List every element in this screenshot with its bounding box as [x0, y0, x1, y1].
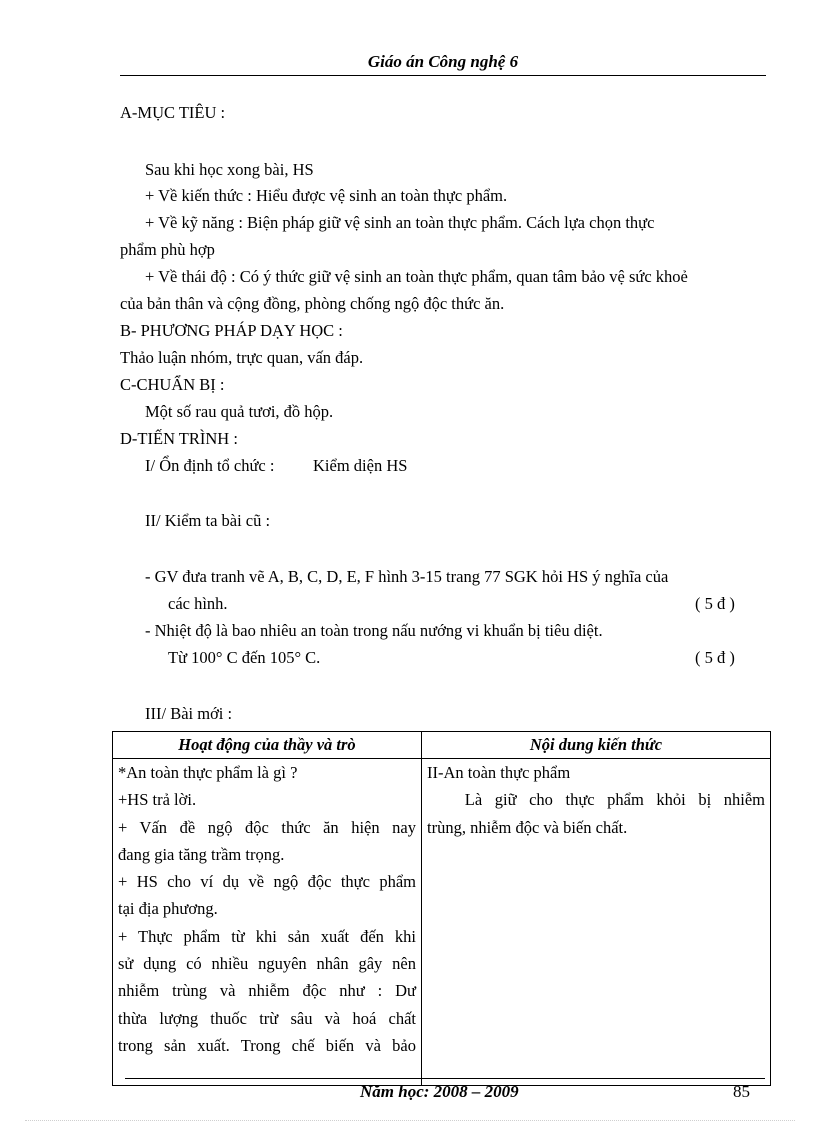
- step1-label: I/ Ổn định tổ chức :: [145, 456, 275, 475]
- activity-line: sử dụng có nhiều nguyên nhân gây nên: [118, 954, 416, 974]
- question2-line1: - Nhiệt độ là bao nhiêu an toàn trong nấu nướng vi khuẩn bị tiêu diệt.: [145, 621, 603, 640]
- header-title: Giáo án Công nghệ 6: [367, 52, 519, 71]
- activity-line: + Vấn đề ngộ độc thức ăn hiện nay: [118, 817, 416, 837]
- section-a-attitude-line1: + Về thái độ : Có ý thức giữ vệ sinh an toàn thực phẩm, quan tâm bảo vệ sức khoẻ: [145, 267, 688, 286]
- activity-line: đang gia tăng trầm trọng.: [118, 844, 285, 864]
- section-a-attitude-line2: của bản thân và cộng đồng, phòng chống ngộ độc thức ăn.: [120, 294, 505, 313]
- content-cell: [422, 759, 771, 1086]
- content-line: II-An toàn thực phẩm: [427, 763, 571, 782]
- section-b-text: Thảo luận nhóm, trực quan, vấn đáp.: [120, 348, 364, 367]
- content-line: Là giữ cho thực phẩm khỏi bị nhiễm: [427, 790, 765, 810]
- section-b-heading: B- PHƯƠNG PHÁP DẠY HỌC :: [120, 321, 343, 340]
- page-number: 85: [733, 1082, 750, 1101]
- activities-cell: [113, 759, 422, 1086]
- activity-line: *An toàn thực phẩm là gì ?: [118, 763, 298, 782]
- activity-line: + Thực phẩm từ khi sản xuất đến khi: [118, 926, 416, 946]
- table-row: [113, 759, 771, 1086]
- section-a-heading: A-MỤC TIÊU :: [120, 103, 226, 122]
- section-d-heading: D-TIẾN TRÌNH :: [120, 429, 238, 448]
- table-header-content: Nội dung kiến thức: [422, 732, 771, 759]
- activity-line: +HS trả lời.: [118, 790, 197, 810]
- footer-rule: [125, 1078, 765, 1079]
- activity-line: thừa lượng thuốc trừ sâu và hoá chất: [118, 1008, 416, 1028]
- activity-line: tại địa phương.: [118, 899, 218, 919]
- footer-school-year: Năm học: 2008 – 2009: [360, 1082, 519, 1101]
- activity-line: trong sản xuất. Trong chế biến và bảo: [118, 1035, 416, 1055]
- step3-heading: III/ Bài mới :: [145, 704, 233, 723]
- question2-line2: Từ 100° C đến 105° C.: [168, 648, 321, 667]
- section-a-skill-line2: phẩm phù hợp: [120, 240, 215, 259]
- section-a-intro: Sau khi học xong bài, HS: [145, 160, 314, 179]
- content-line: trùng, nhiễm độc và biến chất.: [427, 817, 628, 837]
- question1-points: ( 5 đ ): [695, 594, 735, 613]
- step2-heading: II/ Kiểm ta bài cũ :: [145, 511, 271, 530]
- section-c-heading: C-CHUẨN BỊ :: [120, 375, 225, 394]
- question1-line2: các hình.: [168, 594, 228, 613]
- section-a-knowledge: + Về kiến thức : Hiểu được vệ sinh an toàn thực phẩm.: [145, 186, 508, 205]
- section-c-text: Một số rau quả tươi, đồ hộp.: [145, 402, 334, 421]
- question2-points: ( 5 đ ): [695, 648, 735, 667]
- section-a-skill-line1: + Về kỹ năng : Biện pháp giữ vệ sinh an toàn thực phẩm. Cách lựa chọn thực: [145, 213, 655, 232]
- activity-line: nhiễm trùng và nhiễm độc như : Dư: [118, 981, 416, 1001]
- question1-line1: - GV đưa tranh vẽ A, B, C, D, E, F hình 3-15 trang 77 SGK hỏi HS ý nghĩa của: [145, 567, 669, 586]
- header-rule: [120, 75, 766, 76]
- table-header-row: [113, 732, 771, 759]
- table-header-activities: Hoạt động của thầy và trò: [113, 732, 422, 759]
- activity-line: + HS cho ví dụ về ngộ độc thực phẩm: [118, 872, 416, 892]
- step1-value: Kiểm diện HS: [313, 456, 408, 475]
- lesson-table: [112, 731, 771, 1086]
- page-edge-divider: [25, 1120, 795, 1121]
